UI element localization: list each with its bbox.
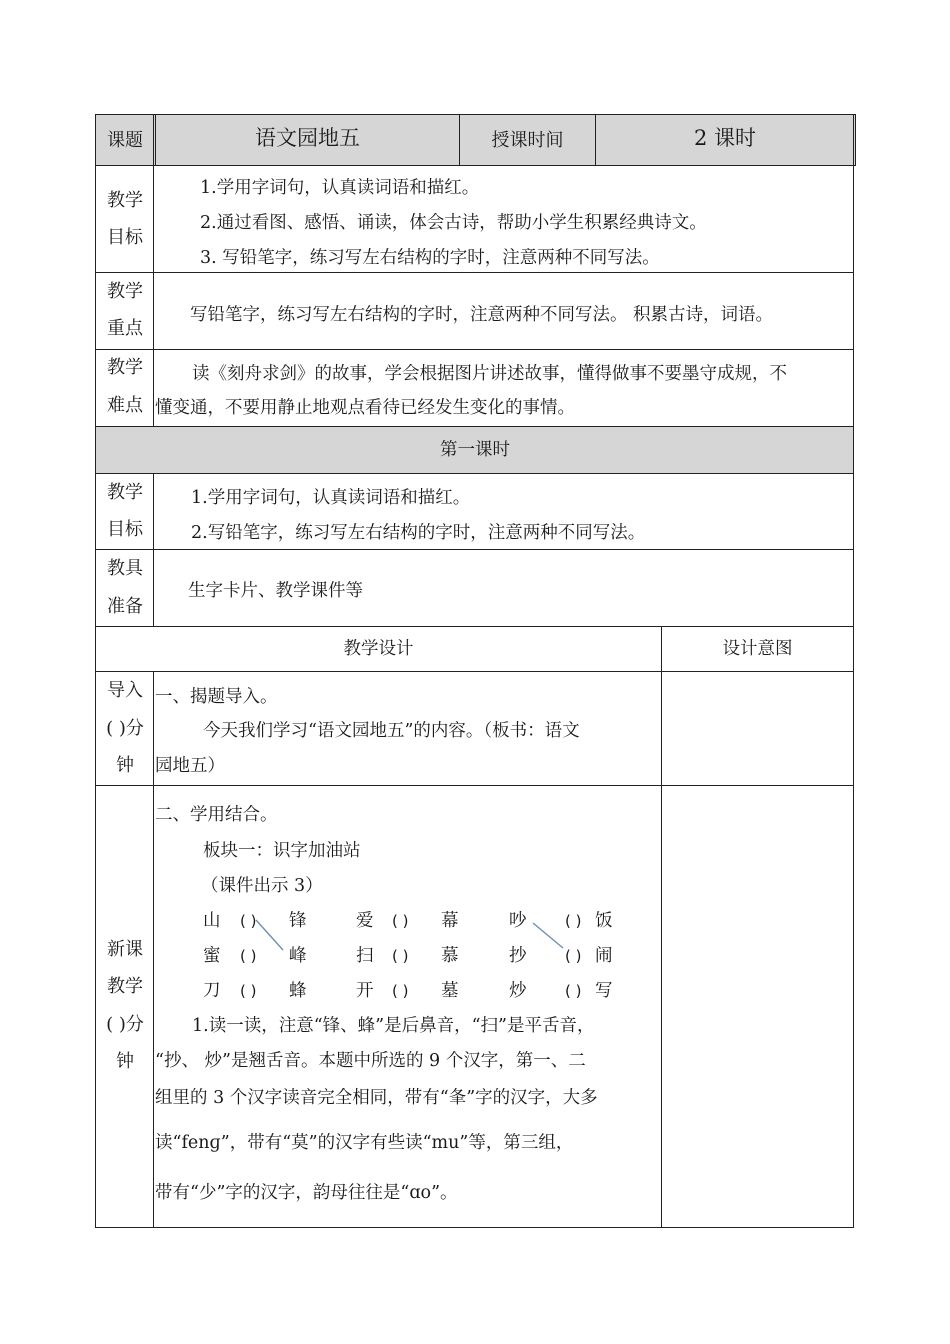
paragraph-line: 带有“少”字的汉字，韵母往往是“ɑo”。 <box>155 1183 458 1203</box>
prep-label-2: 准备 <box>107 596 143 617</box>
newlesson-label-1: 新课 <box>107 939 143 960</box>
grid-cell: 炒 <box>509 981 527 1001</box>
grid-cell: 刀 <box>203 981 221 1001</box>
lesson-goal-item: 2.写铅笔字，练习写左右结构的字时，注意两种不同写法。 <box>191 523 646 543</box>
time-value: 2 课时 <box>693 126 757 150</box>
lesson-goals-label-1: 教学 <box>107 482 143 503</box>
grid-blank: ( ) <box>565 982 582 1000</box>
goal-item: 3. 写铅笔字，练习写左右结构的字时，注意两种不同写法。 <box>200 248 660 268</box>
grid-blank: ( ) <box>240 982 257 1000</box>
focus-text: 写铅笔字，练习写左右结构的字时，注意两种不同写法。 积累古诗，词语。 <box>190 305 774 325</box>
lesson-goals-label-2: 目标 <box>107 519 143 540</box>
grid-cell: 闹 <box>595 946 613 966</box>
goals-label-2: 目标 <box>107 227 143 248</box>
grid-cell: 蜂 <box>289 981 307 1001</box>
paragraph-line: 1.读一读，注意“锋、蜂”是后鼻音，“扫”是平舌音， <box>192 1016 595 1036</box>
intro-line-2: 园地五） <box>155 756 225 776</box>
difficulty-label-2: 难点 <box>107 395 143 416</box>
connector-line <box>533 923 563 948</box>
goals-label-1: 教学 <box>107 190 143 211</box>
focus-label-1: 教学 <box>107 281 143 302</box>
difficulty-line-2: 懂变通，不要用静止地观点看待已经发生变化的事情。 <box>155 398 575 418</box>
grid-cell: 山 <box>203 911 221 931</box>
grid-cell: 饭 <box>595 911 613 931</box>
grid-cell: 爱 <box>356 911 374 931</box>
lesson-title: 第一课时 <box>440 440 510 460</box>
grid-cell: 幕 <box>441 911 459 931</box>
newlesson-label-2: 教学 <box>107 976 143 997</box>
paragraph-line: “抄、 炒”是翘舌音。本题中所选的 9 个汉字，第一、二 <box>155 1051 586 1071</box>
topic-label: 课题 <box>107 130 143 151</box>
goal-item: 1.学用字词句，认真读词语和描红。 <box>200 178 480 198</box>
grid-blank: ( ) <box>392 912 409 930</box>
grid-cell: 锋 <box>289 911 307 931</box>
newlesson-heading: 二、学用结合。 <box>155 805 278 825</box>
intro-label-1: 导入 <box>107 680 143 701</box>
lesson-goal-item: 1.学用字词句，认真读词语和描红。 <box>191 488 471 508</box>
grid-blank: ( ) <box>565 947 582 965</box>
intro-label-3: 钟 <box>116 755 134 776</box>
goal-item: 2.通过看图、感悟、诵读，体会古诗，帮助小学生积累经典诗文。 <box>200 213 707 233</box>
grid-cell: 墓 <box>441 981 459 1001</box>
grid-cell: 蜜 <box>203 946 221 966</box>
grid-blank: ( ) <box>392 982 409 1000</box>
time-label: 授课时间 <box>491 130 564 151</box>
intro-heading: 一、揭题导入。 <box>155 687 278 707</box>
prep-text: 生字卡片、教学课件等 <box>188 581 363 601</box>
grid-blank: ( ) <box>392 947 409 965</box>
difficulty-line-1: 读《刻舟求剑》的故事，学会根据图片讲述故事，懂得做事不要墨守成规，不 <box>192 364 787 384</box>
prep-label-1: 教具 <box>107 558 143 579</box>
intro-label-2: ( )分 <box>106 718 144 739</box>
newlesson-label-3: ( )分 <box>106 1014 144 1035</box>
design-column-header: 教学设计 <box>343 639 414 659</box>
grid-cell: 开 <box>356 981 374 1001</box>
paragraph-line: 组里的 3 个汉字读音完全相同，带有“夆”字的汉字，大多 <box>155 1088 598 1108</box>
grid-blank: ( ) <box>565 912 582 930</box>
courseware-note: （课件出示 3） <box>201 876 323 896</box>
grid-blank: ( ) <box>240 912 257 930</box>
connector-line <box>256 920 283 950</box>
grid-cell: 抄 <box>509 946 527 966</box>
grid-blank: ( ) <box>240 947 257 965</box>
grid-cell: 吵 <box>509 911 527 931</box>
intro-line-1: 今天我们学习“语文园地五”的内容。（板书：语文 <box>203 721 580 741</box>
topic-value: 语文园地五 <box>255 126 360 150</box>
grid-cell: 写 <box>595 981 613 1001</box>
intent-column-header: 设计意图 <box>722 639 793 659</box>
grid-cell: 慕 <box>441 946 459 966</box>
difficulty-label-1: 教学 <box>107 357 143 378</box>
newlesson-label-4: 钟 <box>116 1051 134 1072</box>
grid-cell: 扫 <box>356 946 374 966</box>
focus-label-2: 重点 <box>107 318 143 339</box>
grid-cell: 峰 <box>289 946 307 966</box>
block-title: 板块一：识字加油站 <box>203 841 361 861</box>
paragraph-line: 读“fenɡ”，带有“莫”的汉字有些读“mu”等，第三组， <box>155 1133 574 1153</box>
